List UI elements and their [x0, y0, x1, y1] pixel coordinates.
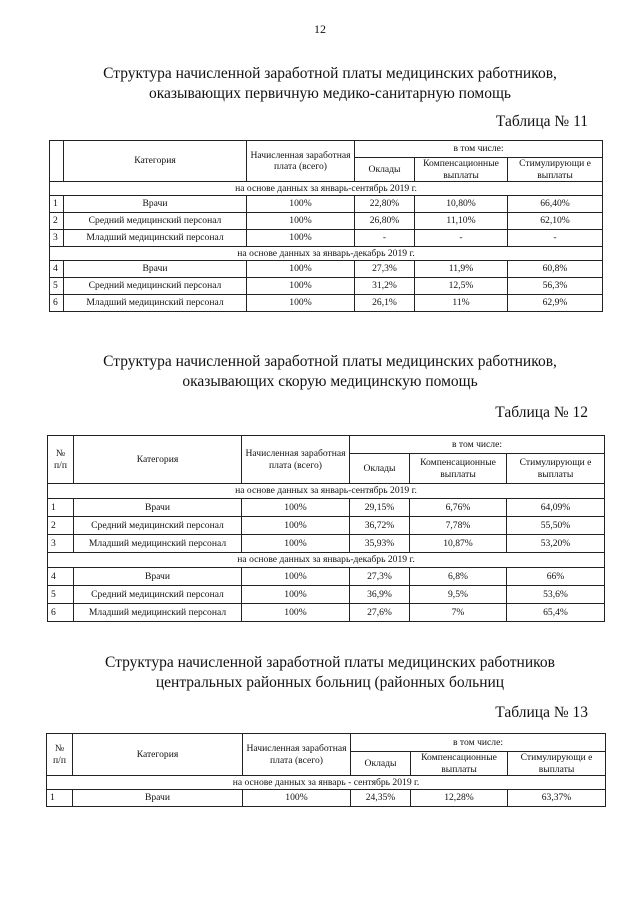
row-salary: 36,72%	[350, 517, 410, 535]
table-row	[48, 586, 605, 604]
table-row	[50, 278, 603, 295]
period-row	[47, 776, 606, 790]
row-salary: 26,1%	[355, 295, 415, 312]
header-total: Начисленная заработная плата (всего)	[242, 436, 350, 484]
row-stimulating: 55,50%	[507, 517, 605, 535]
header-row	[47, 734, 606, 752]
header-including: в том числе:	[351, 734, 606, 752]
header-compensation: Компенсационные выплаты	[411, 752, 508, 776]
period-label: на основе данных за январь - сентябрь 2019 г.	[47, 776, 606, 790]
table-row	[47, 790, 606, 807]
section-3-title-line1: Структура начисленной заработной платы медицинских работников	[105, 654, 555, 671]
row-category: Средний медицинский персонал	[74, 586, 242, 604]
row-stimulating: 64,09%	[507, 499, 605, 517]
header-row	[50, 141, 603, 158]
row-number: 3	[48, 535, 74, 553]
table-row	[50, 196, 603, 213]
row-category: Врачи	[74, 568, 242, 586]
row-salary: -	[355, 230, 415, 247]
table-row	[50, 230, 603, 247]
row-category: Врачи	[64, 196, 247, 213]
row-category: Средний медицинский персонал	[64, 278, 247, 295]
row-total: 100%	[242, 568, 350, 586]
table-row	[48, 604, 605, 622]
header-including: в том числе:	[355, 141, 603, 158]
row-stimulating: 66%	[507, 568, 605, 586]
row-salary: 27,3%	[350, 568, 410, 586]
header-including: в том числе:	[350, 436, 605, 454]
row-number: 1	[48, 499, 74, 517]
row-category: Младший медицинский персонал	[74, 604, 242, 622]
row-number: 3	[50, 230, 64, 247]
row-total: 100%	[247, 213, 355, 230]
row-compensation: 6,8%	[410, 568, 507, 586]
header-salary: Оклады	[350, 454, 410, 484]
row-category: Средний медицинский персонал	[74, 517, 242, 535]
table-12	[47, 435, 605, 622]
row-compensation: 11,9%	[415, 261, 508, 278]
row-compensation: 10,80%	[415, 196, 508, 213]
row-compensation: 11,10%	[415, 213, 508, 230]
row-compensation: 12,28%	[411, 790, 508, 807]
header-total: Начисленная заработная плата (всего)	[243, 734, 351, 776]
section-1-title	[60, 64, 600, 104]
row-salary: 29,15%	[350, 499, 410, 517]
row-salary: 27,6%	[350, 604, 410, 622]
table-row	[50, 261, 603, 278]
row-salary: 35,93%	[350, 535, 410, 553]
row-total: 100%	[247, 278, 355, 295]
table-13-label: Таблица № 13	[495, 704, 588, 721]
row-stimulating: 66,40%	[508, 196, 603, 213]
row-stimulating: 56,3%	[508, 278, 603, 295]
row-total: 100%	[242, 499, 350, 517]
row-compensation: 9,5%	[410, 586, 507, 604]
row-salary: 22,80%	[355, 196, 415, 213]
row-stimulating: 53,6%	[507, 586, 605, 604]
row-total: 100%	[242, 604, 350, 622]
header-num	[50, 141, 64, 182]
row-number: 2	[50, 213, 64, 230]
row-total: 100%	[242, 535, 350, 553]
row-compensation: 12,5%	[415, 278, 508, 295]
row-total: 100%	[242, 517, 350, 535]
row-category: Врачи	[73, 790, 243, 807]
row-category: Младший медицинский персонал	[74, 535, 242, 553]
section-2-title	[60, 352, 600, 392]
row-number: 5	[48, 586, 74, 604]
table-row	[50, 295, 603, 312]
header-total: Начисленная заработная плата (всего)	[247, 141, 355, 182]
row-total: 100%	[247, 295, 355, 312]
header-stimulating: Стимулирующи е выплаты	[508, 752, 606, 776]
period-row	[50, 247, 603, 261]
table-row	[48, 499, 605, 517]
row-total: 100%	[242, 586, 350, 604]
row-stimulating: -	[508, 230, 603, 247]
table-11	[49, 140, 603, 312]
section-1-title-line1: Структура начисленной заработной платы медицинских работников,	[103, 65, 557, 82]
row-stimulating: 62,10%	[508, 213, 603, 230]
period-row	[48, 553, 605, 568]
table-11-label: Таблица № 11	[495, 113, 588, 130]
section-3-title	[60, 653, 600, 693]
row-total: 100%	[247, 261, 355, 278]
table-12-label: Таблица № 12	[495, 404, 588, 421]
row-compensation: 7%	[410, 604, 507, 622]
row-category: Младший медицинский персонал	[64, 295, 247, 312]
period-label: на основе данных за январь-сентябрь 2019 г.	[50, 182, 603, 196]
row-category: Младший медицинский персонал	[64, 230, 247, 247]
row-salary: 36,9%	[350, 586, 410, 604]
row-compensation: 10,87%	[410, 535, 507, 553]
header-compensation: Компенсационные выплаты	[410, 454, 507, 484]
row-number: 6	[48, 604, 74, 622]
table-13	[46, 733, 606, 807]
row-total: 100%	[247, 196, 355, 213]
header-row	[48, 436, 605, 454]
row-number: 5	[50, 278, 64, 295]
row-compensation: -	[415, 230, 508, 247]
row-category: Врачи	[64, 261, 247, 278]
row-salary: 31,2%	[355, 278, 415, 295]
period-label: на основе данных за январь-декабрь 2019 г.	[48, 553, 605, 568]
table-row	[50, 213, 603, 230]
page-number: 12	[314, 22, 326, 36]
table-row	[48, 535, 605, 553]
row-stimulating: 63,37%	[508, 790, 606, 807]
header-category: Категория	[74, 436, 242, 484]
row-salary: 26,80%	[355, 213, 415, 230]
row-total: 100%	[243, 790, 351, 807]
header-num: № п/п	[48, 436, 74, 484]
row-stimulating: 53,20%	[507, 535, 605, 553]
table-row	[48, 517, 605, 535]
header-stimulating: Стимулирующи е выплаты	[508, 158, 603, 182]
header-compensation: Компенсационные выплаты	[415, 158, 508, 182]
row-stimulating: 62,9%	[508, 295, 603, 312]
row-number: 4	[50, 261, 64, 278]
row-number: 4	[48, 568, 74, 586]
period-label: на основе данных за январь-декабрь 2019 г.	[50, 247, 603, 261]
row-number: 1	[47, 790, 73, 807]
header-stimulating: Стимулирующи е выплаты	[507, 454, 605, 484]
period-row	[48, 484, 605, 499]
section-3-title-line2: центральных районных больниц (районных больниц	[155, 674, 505, 691]
table-row	[48, 568, 605, 586]
period-row	[50, 182, 603, 196]
row-compensation: 11%	[415, 295, 508, 312]
row-total: 100%	[247, 230, 355, 247]
header-num: № п/п	[47, 734, 73, 776]
section-2-title-line1: Структура начисленной заработной платы медицинских работников,	[103, 353, 557, 370]
header-salary: Оклады	[355, 158, 415, 182]
section-2-title-line2: оказывающих скорую медицинскую помощь	[182, 373, 478, 390]
row-category: Врачи	[74, 499, 242, 517]
period-label: на основе данных за январь-сентябрь 2019 г.	[48, 484, 605, 499]
row-number: 6	[50, 295, 64, 312]
header-category: Категория	[73, 734, 243, 776]
row-salary: 27,3%	[355, 261, 415, 278]
row-category: Средний медицинский персонал	[64, 213, 247, 230]
row-number: 1	[50, 196, 64, 213]
header-salary: Оклады	[351, 752, 411, 776]
row-compensation: 6,76%	[410, 499, 507, 517]
row-stimulating: 60,8%	[508, 261, 603, 278]
section-1-title-line2: оказывающих первичную медико-санитарную помощь	[149, 85, 511, 102]
row-number: 2	[48, 517, 74, 535]
row-stimulating: 65,4%	[507, 604, 605, 622]
row-salary: 24,35%	[351, 790, 411, 807]
header-category: Категория	[64, 141, 247, 182]
row-compensation: 7,78%	[410, 517, 507, 535]
